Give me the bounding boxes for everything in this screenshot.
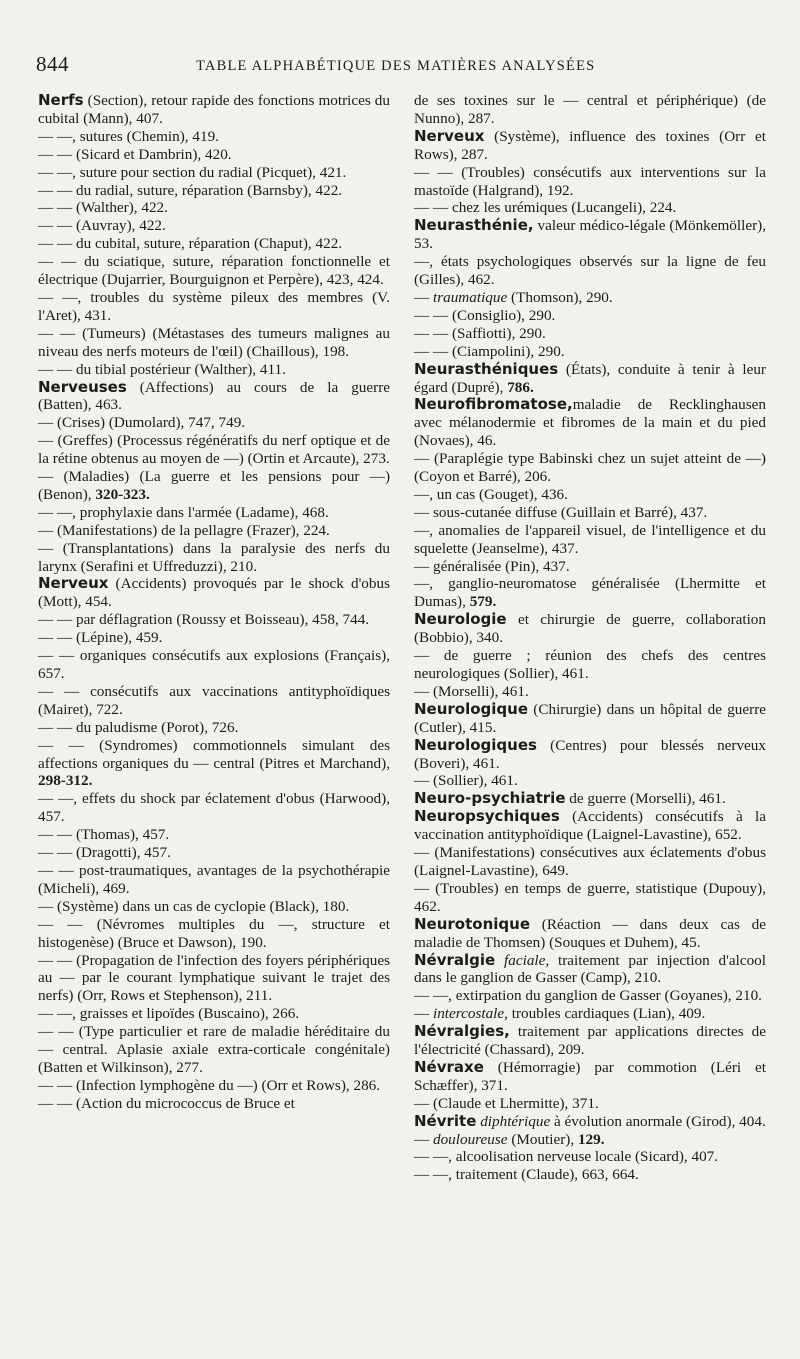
entry-text: — (Paraplégie type Babinski chez un sujet atteint de —) (Coyon et Barré), 206.	[414, 450, 766, 486]
entry-text: (Réaction — dans deux cas de maladie de Thomsen) (Souques et Duhem), 45.	[414, 915, 766, 951]
index-entry	[414, 647, 766, 683]
entry-headword: Nerveuses	[38, 377, 127, 396]
entry-headword: Neurotonique	[414, 914, 530, 933]
index-entry	[414, 558, 766, 576]
entry-text: — —, alcoolisation nerveuse locale (Sicard), 407.	[414, 1148, 719, 1166]
index-entry	[38, 611, 390, 629]
entry-text: — — (Infection lymphogène du —) (Orr et Rows), 286.	[38, 1076, 381, 1094]
index-entry	[38, 414, 390, 432]
entry-text: (Hémorragie) par commotion (Léri et Schæffer), 371.	[414, 1058, 766, 1094]
index-entry	[414, 504, 766, 522]
entry-text: — — du radial, suture, réparation (Barnsby), 422.	[38, 181, 343, 199]
entry-text: — — du cubital, suture, réparation (Chaput), 422.	[38, 235, 343, 253]
entry-text: —	[414, 288, 433, 306]
index-entry	[38, 683, 390, 719]
index-entry	[414, 1148, 766, 1166]
entry-headword: Névrite	[414, 1111, 477, 1130]
entry-text: — — (Saffiotti), 290.	[414, 324, 546, 342]
running-title: TABLE ALPHABÉTIQUE DES MATIÈRES ANALYSÉES	[196, 58, 596, 74]
entry-text: — (Manifestations) de la pellagre (Frazer), 224.	[38, 521, 330, 539]
entry-text: (Chirurgie) dans un hôpital de guerre (Cutler), 415.	[414, 700, 766, 736]
index-entry	[414, 683, 766, 701]
index-entry	[38, 361, 390, 379]
entry-headword: Neurologie	[414, 610, 507, 629]
index-entry	[38, 325, 390, 361]
entry-text: — — post-traumatiques, avantages de la psychothérapie (Micheli), 469.	[38, 861, 390, 897]
entry-headword: Neurofibromatose,	[414, 395, 573, 414]
entry-text: — —, traitement (Claude), 663, 664.	[414, 1166, 639, 1184]
index-entry-headword-line	[414, 737, 766, 773]
index-entry	[38, 1077, 390, 1095]
entry-italic-term: intercostale,	[432, 1005, 508, 1023]
left-column	[38, 92, 390, 1113]
entry-text: — — (Type particulier et rare de maladie héréditaire du — central. Aplasie axiale extra-corticale congénitale) (Batten et Wilkinson), 277.	[38, 1023, 390, 1076]
entry-text: —	[414, 1130, 433, 1148]
index-entry	[414, 844, 766, 880]
entry-headword: Névralgie	[414, 950, 496, 969]
index-entry	[414, 772, 766, 790]
index-entry	[38, 790, 390, 826]
index-entry	[414, 575, 766, 611]
index-entry	[38, 199, 390, 217]
entry-text: — —, prophylaxie dans l'armée (Ladame), 468.	[38, 503, 329, 521]
index-entry-headword-line	[38, 575, 390, 611]
entry-text: —	[414, 1005, 433, 1023]
index-entry	[414, 289, 766, 307]
index-entry	[38, 217, 390, 235]
index-entry	[414, 450, 766, 486]
entry-text-continued: troubles cardiaques (Lian), 409.	[507, 1005, 706, 1023]
index-entry-headword-line	[414, 611, 766, 647]
index-entry-headword-line	[414, 701, 766, 737]
entry-text: — —, troubles du système pileux des membres (V. l'Aret), 431.	[38, 288, 390, 324]
index-entry	[414, 486, 766, 504]
index-entry	[38, 862, 390, 898]
entry-text: — (Claude et Lhermitte), 371.	[414, 1094, 599, 1112]
index-entry	[414, 987, 766, 1005]
entry-text: — —, sutures (Chemin), 419.	[38, 127, 219, 145]
entry-bold-pages: 129.	[577, 1130, 605, 1148]
entry-text: — — (Ciampolini), 290.	[414, 342, 565, 360]
entry-text: — — (Walther), 422.	[38, 199, 168, 217]
entry-headword: Neuropsychiques	[414, 807, 560, 826]
entry-text: (Centres) pour blessés nerveux (Boveri), 461.	[414, 736, 766, 772]
index-entry-headword-line	[414, 952, 766, 988]
entry-text: — — par déflagration (Roussy et Boisseau), 458, 744.	[38, 611, 370, 629]
entry-text: — — (Action du micrococcus de Bruce et	[38, 1094, 295, 1112]
entry-text: —, un cas (Gouget), 436.	[414, 485, 568, 503]
index-entry	[414, 92, 766, 128]
index-entry	[414, 880, 766, 916]
entry-text: — (Système) dans un cas de cyclopie (Black), 180.	[38, 897, 350, 915]
index-entry	[38, 826, 390, 844]
entry-text: — — (Névromes multiples du —, structure et histogenèse) (Bruce et Dawson), 190.	[38, 915, 390, 951]
entry-text: valeur médico-légale (Mönkemöller), 53.	[414, 217, 766, 253]
entry-text-continued: (Thomson), 290.	[507, 288, 613, 306]
index-entry	[414, 1131, 766, 1149]
index-entry	[414, 1095, 766, 1113]
entry-text: — (Transplantations) dans la paralysie des nerfs du larynx (Serafini et Uffreduzzi), 210.	[38, 539, 390, 575]
entry-headword: Névraxe	[414, 1057, 484, 1076]
index-entry	[38, 182, 390, 200]
index-entry	[38, 952, 390, 1006]
entry-text: — —, graisses et lipoïdes (Buscaino), 266.	[38, 1005, 300, 1023]
entry-text: (Accidents) consécutifs à la vaccination antityphoïdique (Laignel-Lavastine), 652.	[414, 808, 766, 844]
entry-text: — —, extirpation du ganglion de Gasser (Goyanes), 210.	[414, 987, 762, 1005]
entry-text: — — (Syndromes) commotionnels simulant des affections organiques du — central (Pitres et Marchand),	[38, 736, 390, 772]
page-number: 844	[36, 52, 69, 76]
entry-text: — (Manifestations) consécutives aux éclatements d'obus (Laignel-Lavastine), 649.	[414, 844, 766, 879]
index-entry-headword-line	[414, 217, 766, 253]
entry-text: — — (Thomas), 457.	[38, 826, 170, 844]
entry-headword: Neurasthénie,	[414, 216, 534, 235]
index-entry-headword-line	[414, 808, 766, 844]
index-entry	[38, 916, 390, 952]
entry-text: — (Morselli), 461.	[414, 682, 529, 700]
entry-text: — —, effets du shock par éclatement d'obus (Harwood), 457.	[38, 790, 390, 826]
entry-bold-pages: 786.	[507, 378, 534, 396]
index-entry-headword-line	[414, 1059, 766, 1095]
entry-italic-term: traumatique	[432, 288, 508, 306]
index-entry	[38, 128, 390, 146]
index-entry	[38, 737, 390, 791]
entry-text: — — (Troubles) consécutifs aux interventions sur la mastoïde (Halgrand), 192.	[414, 163, 766, 199]
entry-text: et chirurgie de guerre, collaboration (Bobbio), 340.	[414, 611, 766, 647]
right-column	[414, 92, 766, 1184]
entry-text: (Section), retour rapide des fonctions motrices du cubital (Mann), 407.	[38, 92, 390, 127]
index-entry	[414, 253, 766, 289]
entry-text: — — (Tumeurs) (Métastases des tumeurs malignes au niveau des nerfs moteurs de l'œil) (Chaillous), 198.	[38, 324, 390, 360]
index-entry	[414, 325, 766, 343]
entry-text: — — (Dragotti), 457.	[38, 844, 171, 862]
entry-headword: Neurologique	[414, 699, 529, 718]
index-entry	[38, 1023, 390, 1077]
index-entry	[38, 719, 390, 737]
index-entry	[414, 1005, 766, 1023]
entry-text: —, ganglio-neuromatose généralisée (Lhermitte et Dumas),	[414, 575, 766, 611]
index-entry-headword-line	[414, 1023, 766, 1059]
entry-text-continued: (Moutier),	[507, 1130, 578, 1148]
entry-text: — (Crises) (Dumolard), 747, 749.	[38, 414, 246, 432]
index-entry-headword-line	[414, 916, 766, 952]
index-entry	[38, 844, 390, 862]
entry-text: — (Maladies) (La guerre et les pensions pour —) (Benon),	[38, 468, 390, 503]
entry-headword: Névralgies,	[414, 1022, 510, 1041]
entry-text: — généralisée (Pin), 437.	[414, 557, 570, 575]
index-entry-headword-line	[414, 361, 766, 397]
index-entry	[38, 253, 390, 289]
entry-text: (États), conduite à tenir à leur égard (Dupré),	[414, 360, 766, 396]
page-header	[36, 52, 764, 78]
entry-text: — — organiques consécutifs aux explosions (Français), 657.	[38, 647, 390, 682]
index-entry	[38, 629, 390, 647]
entry-italic-term: faciale,	[495, 951, 550, 969]
index-entry	[38, 1095, 390, 1113]
entry-italic-term: douloureuse	[432, 1130, 508, 1148]
entry-italic-term: diphtérique	[476, 1112, 551, 1130]
index-entry-headword-line	[414, 128, 766, 164]
entry-headword: Neurasthéniques	[414, 359, 559, 378]
entry-text: — — du paludisme (Porot), 726.	[38, 718, 239, 736]
entry-text: — (Troubles) en temps de guerre, statistique (Dupouy), 462.	[414, 879, 766, 915]
index-entry-headword-line	[414, 1113, 766, 1131]
entry-text: — — (Lépine), 459.	[38, 629, 163, 647]
index-entry-headword-line	[414, 396, 766, 450]
index-entry	[38, 146, 390, 164]
entry-text: — sous-cutanée diffuse (Guillain et Barré), 437.	[414, 503, 708, 521]
entry-text: (Système), influence des toxines (Orr et Rows), 287.	[414, 127, 766, 163]
entry-text: de ses toxines sur le — central et périphérique) (de Nunno), 287.	[414, 92, 766, 127]
entry-headword: Nerveux	[414, 126, 485, 145]
entry-text: — (Sollier), 461.	[414, 772, 518, 790]
index-entry	[38, 1005, 390, 1023]
index-entry	[38, 540, 390, 576]
entry-text: (Affections) au cours de la guerre (Batten), 463.	[38, 378, 390, 414]
index-entry	[38, 289, 390, 325]
index-entry	[38, 522, 390, 540]
entry-text: — (Greffes) (Processus régénératifs du nerf optique et de la rétine obtenus au moyen de —) (Ortin et Arcaute), 273.	[38, 432, 390, 468]
entry-text: — — chez les urémiques (Lucangeli), 224.	[414, 199, 677, 217]
entry-text-continued: à évolution anormale (Girod), 404.	[550, 1112, 766, 1130]
entry-bold-pages: 579.	[469, 593, 497, 611]
entry-bold-pages: 320-323.	[95, 485, 150, 503]
index-entry	[38, 647, 390, 683]
index-entry	[38, 504, 390, 522]
entry-text: — —, suture pour section du radial (Picquet), 421.	[38, 163, 347, 181]
index-entry	[38, 468, 390, 504]
index-entry	[414, 307, 766, 325]
index-entry-headword-line	[414, 790, 766, 808]
entry-text: maladie de Recklinghausen avec mélanodermie et fibromes de la main et du pied (Novaes), 46.	[414, 396, 766, 450]
entry-text: — de guerre ; réunion des chefs des centres neurologiques (Sollier), 461.	[414, 647, 766, 682]
entry-text: (Accidents) provoqués par le shock d'obus (Mott), 454.	[38, 575, 390, 611]
index-entry	[414, 1166, 766, 1184]
entry-headword: Neuro-psychiatrie	[414, 789, 566, 808]
index-entry	[414, 522, 766, 558]
index-entry	[414, 199, 766, 217]
index-entry	[414, 164, 766, 200]
index-entry	[38, 235, 390, 253]
entry-text: — — consécutifs aux vaccinations antityphoïdiques (Mairet), 722.	[38, 682, 390, 718]
entry-text: — — (Propagation de l'infection des foyers périphériques au — par le courant lymphatique suivant le trajet des nerfs) (Orr, Rows et Stephenson), 211.	[38, 951, 390, 1005]
index-entry	[38, 898, 390, 916]
entry-bold-pages: 298-312.	[38, 772, 93, 790]
entry-text: —, anomalies de l'appareil visuel, de l'intelligence et du squelette (Jeanselme), 437.	[414, 521, 766, 557]
entry-text: traitement par applications directes de l'électricité (Chassard), 209.	[414, 1023, 766, 1059]
entry-headword: Neurologiques	[414, 735, 537, 754]
index-entry	[414, 343, 766, 361]
entry-text: de guerre (Morselli), 461.	[565, 790, 726, 808]
entry-headword: Nerfs	[38, 91, 84, 109]
entry-text: — — (Auvray), 422.	[38, 217, 166, 235]
index-entry	[38, 164, 390, 182]
entry-headword: Nerveux	[38, 574, 109, 593]
index-entry	[38, 432, 390, 468]
entry-text: — — du sciatique, suture, réparation fonctionnelle et électrique (Dujarrier, Bourguignon et Perpère), 423, 424.	[38, 253, 390, 289]
entry-text: —, états psychologiques observés sur la ligne de feu (Gilles), 462.	[414, 253, 766, 289]
index-entry-headword-line	[38, 92, 390, 128]
entry-text: — — du tibial postérieur (Walther), 411.	[38, 360, 286, 378]
entry-text: — — (Consiglio), 290.	[414, 306, 556, 324]
entry-text-continued: traitement par injection d'alcool dans le ganglion de Gasser (Camp), 210.	[414, 951, 766, 987]
index-entry-headword-line	[38, 379, 390, 415]
entry-text: — — (Sicard et Dambrin), 420.	[38, 145, 232, 163]
